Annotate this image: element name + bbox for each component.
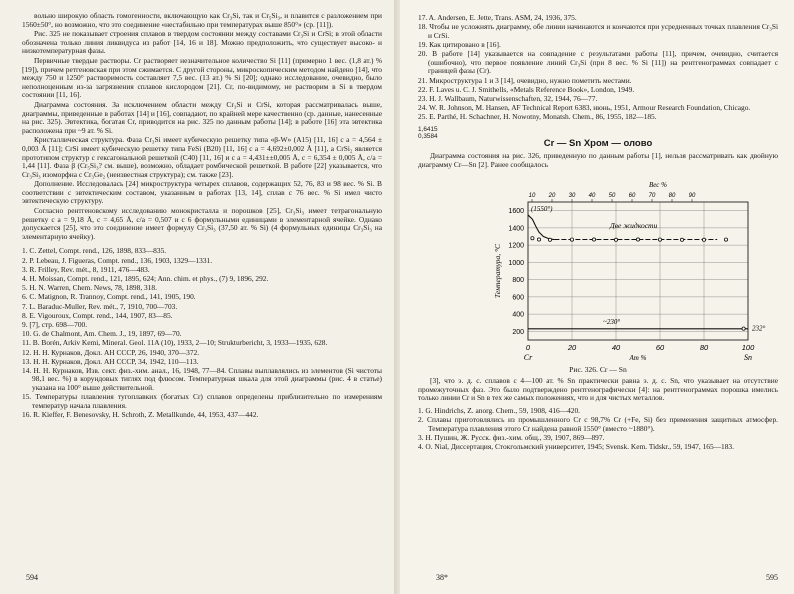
data-point-marker [531, 236, 534, 239]
reference-item: 24. W. R. Johnson, M. Hansen, AF Technical Report 6383, июнь, 1951, Armour Research Foundation, Chicago. [418, 103, 751, 113]
reference-item: 10. G. de Chalmont, Am. Chem. J., 19, 1897, 69—70. [22, 329, 182, 339]
top-tick-label: 30 [568, 192, 576, 199]
left-column [22, 12, 382, 420]
reference-item: 20. В работе [14] указывается на совпадение с результатами работы [11], причем, очевидно, считается (ошибочно), что первое появление линий Cr₃Si (при 8 вес. % Si [11]) на рентгенограммах совпадает с границей фазы (Cr). [418, 49, 778, 76]
data-point-marker [658, 238, 661, 241]
temp-annotation-232: 232° [752, 324, 766, 333]
left-paragraph: вольно широкую область гомогенности, включающую как Cr₃Si, так и Cr₅Si₃, и плавится с разложением при 1560±50°, но возможно, что это соединение «нестабильно при температурах выше 850°» (ср. [11]). [22, 11, 382, 29]
data-point-marker [680, 238, 683, 241]
right-reference-list-2 [418, 407, 778, 452]
y-tick-label: 200 [512, 328, 524, 336]
section-title: Cr — Sn Хром — олово [543, 137, 653, 149]
reference-item: 25. E. Parthé, H. Schachner, H. Nowotny, Monatsh. Chem., 86, 1955, 182—185. [418, 112, 657, 122]
y-axis-label: Температура, °C [493, 243, 502, 298]
reference-item: 1. C. Zettel, Compt. rend., 126, 1898, 833—835. [22, 246, 167, 256]
reference-item: 13. Н. Н. Курнаков, Докл. АН СССР, 34, 1942, 110—113. [22, 356, 199, 366]
data-point-marker [570, 238, 573, 241]
reference-item: 4. O. Nial, Диссертация, Стокгольмский университет, 1945; Svensk. Kem. Tidskr., 59, 1947, 165—183. [418, 442, 734, 452]
right-reference-list [418, 14, 778, 122]
reference-item: 2. Сплавы приготовлялись из промышленного Cr с 98,7% Cr (+Fe, Si) без применения защитных атмосфер. Температура плавления этого Cr найдена равной 1550° (вместо ~1880°). [418, 415, 778, 433]
reference-item: 2. P. Lebeau, J. Figueras, Compt. rend., 136, 1903, 1329—1331. [22, 255, 213, 265]
reference-item: 3. Н. Пушин, Ж. Русск. физ.-хим. общ., 39, 1907, 869—897. [418, 433, 605, 442]
data-point-marker [636, 238, 639, 241]
reference-item: 21. Микроструктура 1 и 3 [14], очевидно, нужно пометить местами. [418, 75, 632, 85]
y-tick-label: 400 [512, 311, 524, 319]
right-page [400, 0, 794, 594]
x-tick-label: 40 [611, 342, 621, 352]
temp-annotation-1550: (1550°) [531, 204, 553, 213]
intro-paragraph: Диаграмма состояния на рис. 326, приведенную по данным работы [1], нельзя рассматривать как двойную диаграмму Cr—Sn [2]. Ранее сообщалось [418, 151, 778, 170]
x-tick-label: 80 [699, 342, 709, 352]
top-tick-label: 10 [528, 192, 536, 199]
left-paragraph: Диаграмма состояния. За исключением области между Cr₃Si и CrSi, которая рассматривалась выше, диаграммы, приведенные в работах [14] и [16], совпадают, по крайней мере качественно (ср. данные, нанесенные на рис. 325). Эвтектика, богатая Cr, приводится на рис. 325 по данным работы [14]; в работе [16] эта эвтектика расположена при ~9 ат. % Si. [22, 99, 382, 135]
right-column [418, 14, 778, 452]
left-element-label: Cr [523, 352, 533, 362]
reference-item: 16. R. Kieffer, F. Benesovsky, H. Schroth, Z. Metallkunde, 44, 1953, 437—442. [22, 410, 259, 420]
reference-item: 19. Как цитировано в [16]. [418, 39, 501, 49]
phase-diagram-figure [418, 172, 778, 364]
x-tick-label: 60 [655, 342, 665, 352]
y-tick-label: 1200 [508, 242, 524, 250]
left-reference-list [22, 247, 382, 419]
page-number-left: 594 [26, 573, 38, 582]
reference-item: 8. E. Vigouroux, Compt. rend., 144, 1907, 83—85. [22, 310, 173, 320]
y-tick-label: 1400 [508, 225, 524, 233]
top-tick-label: 40 [588, 192, 596, 199]
data-point-marker [548, 238, 551, 241]
data-point-marker [614, 238, 617, 241]
right-element-label: Sn [744, 352, 752, 362]
x-tick-label: 20 [567, 342, 577, 352]
classification-line: 0,3584 [418, 132, 438, 140]
footer-mark: 38* [436, 573, 448, 582]
reference-item: 22. F. Laves u. C. J. Smithells, «Metals Reference Book», London, 1949. [418, 84, 635, 94]
reference-item: 5. H. N. Warren, Chem. News, 78, 1898, 318. [22, 283, 157, 293]
data-point-marker [592, 238, 595, 241]
reference-item: 4. H. Moissan, Compt. rend., 121, 1895, 624; Ann. chim. et phys., (7) 9, 1896, 292. [22, 274, 269, 283]
top-tick-label: 50 [608, 192, 616, 199]
y-tick-label: 800 [512, 276, 524, 284]
reference-item: 11. B. Borén, Arkiv Kemi, Mineral. Geol. 11A (10), 1933, 2—10; Strukturbericht, 3, 1933—1935, 628. [22, 338, 328, 348]
y-tick-label: 1000 [508, 259, 524, 267]
temp-annotation-230: ~230° [603, 317, 621, 326]
reference-item: 14. Н. Н. Курнаков, Изв. сект. физ.-хим. анал., 16, 1948, 77—84. Сплавы выплавлялись из элементов (Si чистоты 98,1 вес. %) в корундовых тиглях под флюсом. Температурная шкала для этой диаграммы (рис. 4 в статье) указана на 100° выше действительной. [22, 365, 382, 393]
y-tick-label: 1600 [508, 207, 524, 215]
left-paragraph: Дополнение. Исследовалась [24] микроструктура четырех сплавов, содержащих 52, 76, 83 и 98 вес. % Si. В соответствии с эвтектическим составом, указанным в работах [13, 14], сплав с 76 вес. % Si имел чисто эвтектическую структуру. [22, 179, 382, 206]
phase-diagram-chart [418, 172, 778, 364]
top-tick-label: 60 [628, 192, 636, 199]
figure-caption: Рис. 326. Cr — Sn [569, 364, 627, 374]
top-tick-label: 70 [648, 192, 656, 199]
reference-item: 15. Температуры плавления тугоплавких (богатых Cr) сплавов определены приблизительно по измерениям температур начала плавления. [22, 392, 382, 410]
reference-item: 12. Н. Н. Курнаков, Докл. АН СССР, 26, 1940, 370—372. [22, 347, 200, 357]
x-tick-label: 100 [741, 342, 755, 352]
y-tick-label: 600 [512, 294, 524, 302]
reference-item: 23. H. J. Wallbaum, Naturwissenschaften, 32, 1944, 76—77. [418, 93, 598, 103]
classification-line: 1,6415 [418, 125, 438, 133]
left-paragraph: Согласно рентгеновскому исследованию монокристалла и порошков [25], Cr₃Si₃ имеет тетрагональную решетку с a = 9,18 Å, c = 4,65 Å, c/a = 0,507 и с 6 формульными единицами в элементарной ячейке. Однако допускается [25], что это соединение имеет формулу Cr₃Si₃ (37,50 ат. % Si) (4 формульных единицы Cr₃Si₃ на элементарную ячейку). [22, 206, 382, 241]
reference-item: 7. L. Baraduc-Muller, Rev. mét., 7, 1910, 700—703. [22, 301, 178, 311]
phase-line [528, 215, 554, 240]
left-paragraph: Первичные твердые растворы. Cr растворяет незначительное количество Si [11] (примерно 1 вес. (1,8 ат.) % [19]), причем ретгеновская при этом сжимается. С другой стороны, микроскопическим методом найдено [14], что между 750 и 1250° растворимость составляет 7,5 вес. (13 ат.) % Si [20]; однако исследование, очевидно, было неполноценным из-за загрязнения сплавов кислородом [21]. Cr, по-видимому, не растворим в Si в твердом состоянии [11, 16]. [22, 55, 382, 100]
reference-item: 18. Чтобы не усложнять диаграмму, обе линии начинаются и кончаются при усредненных точках плавления Cr₃Si и CrSi. [418, 22, 778, 40]
region-label: Две жидкости [609, 220, 658, 230]
top-tick-label: 90 [688, 192, 696, 199]
data-point-marker [724, 238, 727, 241]
bottom-axis-label: Ат % [629, 353, 647, 362]
top-tick-label: 80 [668, 192, 676, 199]
reference-item: 1. G. Hindrichs, Z. anorg. Chem., 59, 1908, 416—420. [418, 406, 581, 416]
data-point-marker [537, 238, 540, 241]
reference-item: 3. R. Frilley, Rev. mét., 8, 1911, 476—483. [22, 264, 150, 274]
data-point-marker [742, 327, 745, 330]
page-number-right: 595 [766, 573, 778, 582]
reference-item: 9. [7], стр. 698—700. [22, 319, 88, 329]
body-paragraph: [3], что э. д. с. сплавов с 4—100 ат. % Sn практически равна э. д. с. Sn, что указывает на отсутствие промежуточных фаз. Это было подтверждено рентгенографически [4]: на рентгенограммах порошка имелись только линии Cr и Sn в тех же самых положениях, что и для чистых металлов. [418, 376, 778, 403]
top-axis-label: Вес % [649, 180, 667, 189]
reference-item: 6. C. Matignon, R. Trannoy, Compt. rend., 141, 1905, 190. [22, 292, 196, 302]
left-paragraph: Рис. 325 не показывает строения сплавов в твердом состоянии между составами Cr₃Si и CrSi; в этой области обозначена только линия ликвидуса из работ [14, 16 и 18]. Можно предположить, что существует высоко- и низкотемпературная фазы. [22, 29, 382, 56]
x-tick-label: 0 [525, 342, 531, 352]
reference-item: 17. A. Andersen, E. Jette, Trans. ASM, 24, 1936, 375. [418, 13, 577, 22]
top-tick-label: 20 [548, 192, 556, 199]
data-point-marker [702, 238, 705, 241]
left-paragraph: Кристаллическая структура. Фаза Cr₃Si имеет кубическую решетку типа «β-W» (A15) [11, 16] с a = 4,564 ± 0,003 Å [11]; CrSi имеет кубическую решетку типа FeSi (B20) [11, 16] с a = 4,692±0,002 Å [11], а CrSi₂ является прототипом структур с гексагональной решеткой (C40) [11, 16] и c a = 4,431±±0,005 Å, c = 6,354 ± 0,005 Å, c/a = 1,44 [11]. Фаза β (Cr₅Si₃? см. выше), возможно, обладает ромбической решеткой. В работе [22] указывается, что Cr₃Si₃ изоморфна с Cr₃Ge₂ (неизвестная структура); см. также [23]. [22, 135, 382, 179]
